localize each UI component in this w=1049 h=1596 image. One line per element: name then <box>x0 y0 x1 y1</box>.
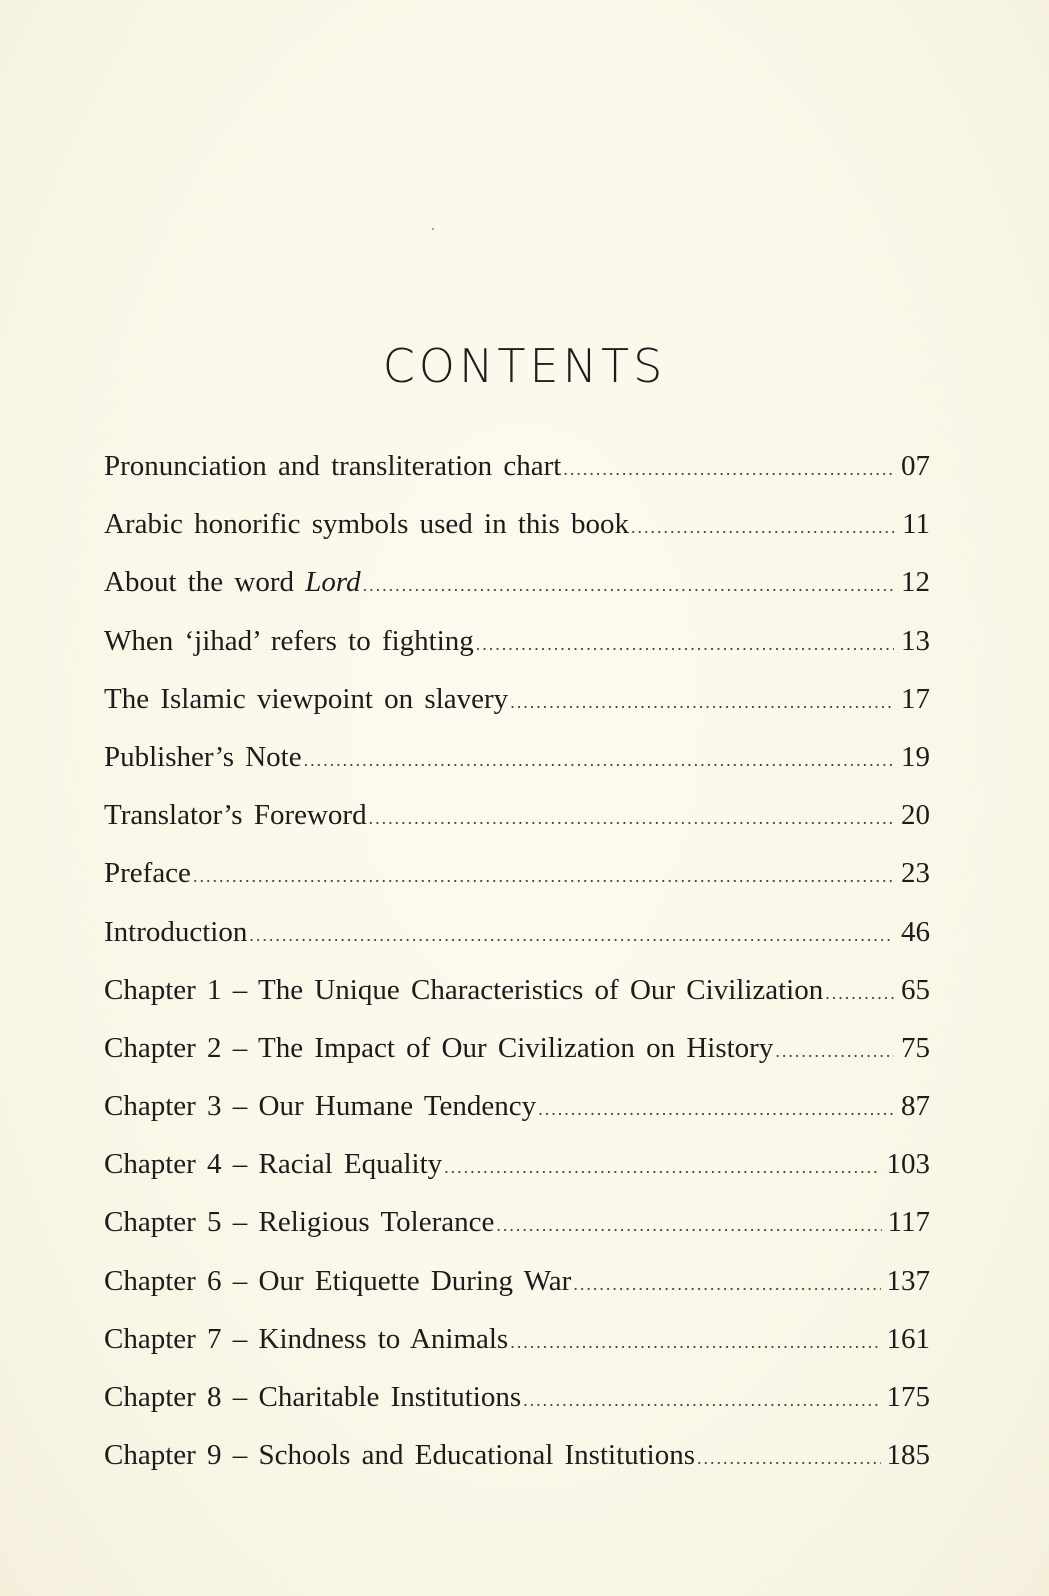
dot-leader <box>496 1205 881 1245</box>
toc-entry-title: Chapter 1 – The Unique Characteristics of Our Civilization <box>104 973 824 1006</box>
toc-entry-title: Chapter 2 – The Impact of Our Civilization on History <box>104 1031 774 1064</box>
toc-entry-page: 46 <box>901 915 930 948</box>
toc-entry <box>104 1202 930 1260</box>
toc-entry-page: 65 <box>901 973 930 1006</box>
dot-leader <box>369 798 894 838</box>
dot-leader <box>523 1380 880 1420</box>
toc-entry-title: Pronunciation and transliteration chart <box>104 450 562 482</box>
toc-entry-page: 20 <box>901 799 930 832</box>
toc-entry-page: 137 <box>886 1264 930 1297</box>
toc-entry-page: 117 <box>887 1206 930 1239</box>
toc-entry-title: Chapter 7 – Kindness to Animals <box>104 1322 509 1355</box>
toc-entry-title: Translator’s Foreword <box>104 799 367 832</box>
toc-entry <box>104 1028 930 1086</box>
toc-entry <box>104 912 930 970</box>
dot-leader <box>444 1147 880 1187</box>
toc-entry <box>104 1144 930 1202</box>
toc-entry-page: 75 <box>901 1031 930 1064</box>
paper-speck <box>432 228 434 230</box>
toc-entry-title: Publisher’s Note <box>104 740 302 773</box>
toc-entry-page: 17 <box>901 682 930 715</box>
dot-leader <box>775 1031 894 1071</box>
toc-entry <box>104 795 930 853</box>
toc-entry-title <box>104 562 361 602</box>
dot-leader <box>538 1089 894 1129</box>
toc-entry-title: Chapter 8 – Charitable Institutions <box>104 1381 522 1413</box>
toc-entry-title-italic: Lord <box>305 566 361 599</box>
dot-leader <box>510 682 894 722</box>
toc-entry <box>104 1319 930 1377</box>
dot-leader <box>510 1322 880 1362</box>
dot-leader <box>631 507 894 547</box>
toc-entry-title: Chapter 3 – Our Humane Tendency <box>104 1090 537 1123</box>
toc-entry-title: The Islamic viewpoint on slavery <box>104 682 509 715</box>
toc-entry-page: 87 <box>901 1090 930 1123</box>
dot-leader <box>476 624 894 664</box>
toc-entry <box>104 1086 930 1144</box>
dot-leader <box>304 740 894 780</box>
toc-entry-page: 185 <box>886 1439 930 1472</box>
toc-entry-page: 11 <box>902 508 930 541</box>
toc-entry <box>104 853 930 911</box>
dot-leader <box>363 565 894 605</box>
toc-entry-title: Preface <box>104 857 191 890</box>
toc-entry <box>104 679 930 737</box>
dot-leader <box>249 915 894 955</box>
toc-entry-title: Arabic honorific symbols used in this book <box>104 508 630 541</box>
toc-entry <box>104 621 930 679</box>
toc-entry-title: Chapter 9 – Schools and Educational Institutions <box>104 1439 696 1472</box>
toc-entry <box>104 1261 930 1319</box>
toc-entry <box>104 446 930 504</box>
toc-entry-page: 175 <box>886 1381 930 1413</box>
toc-entry-title: Introduction <box>104 915 248 948</box>
toc-entry-title-text: About the word <box>104 566 306 599</box>
toc-entry-page: 07 <box>901 450 930 482</box>
toc-entry-page: 19 <box>901 740 930 773</box>
toc-entry-title: Chapter 6 – Our Etiquette During War <box>104 1264 572 1297</box>
toc-entry <box>104 737 930 795</box>
dot-leader <box>825 973 894 1013</box>
table-of-contents <box>104 446 930 1493</box>
toc-entry <box>104 1377 930 1435</box>
dot-leader <box>697 1438 880 1478</box>
dot-leader <box>563 449 894 489</box>
toc-entry-title: When ‘jihad’ refers to fighting <box>104 624 474 657</box>
toc-entry-page: 13 <box>901 624 930 657</box>
toc-entry-page: 23 <box>901 857 930 890</box>
toc-entry-page: 12 <box>901 566 930 599</box>
toc-entry <box>104 504 930 562</box>
toc-entry <box>104 1435 930 1493</box>
toc-entry-page: 161 <box>886 1322 930 1355</box>
toc-entry-title: Chapter 5 – Religious Tolerance <box>104 1206 495 1239</box>
toc-entry-page: 103 <box>886 1148 930 1181</box>
dot-leader <box>193 856 894 896</box>
dot-leader <box>573 1264 880 1304</box>
contents-heading: CONTENTS <box>382 338 667 393</box>
toc-entry-title: Chapter 4 – Racial Equality <box>104 1148 443 1181</box>
toc-entry <box>104 970 930 1028</box>
toc-entry <box>104 562 930 620</box>
